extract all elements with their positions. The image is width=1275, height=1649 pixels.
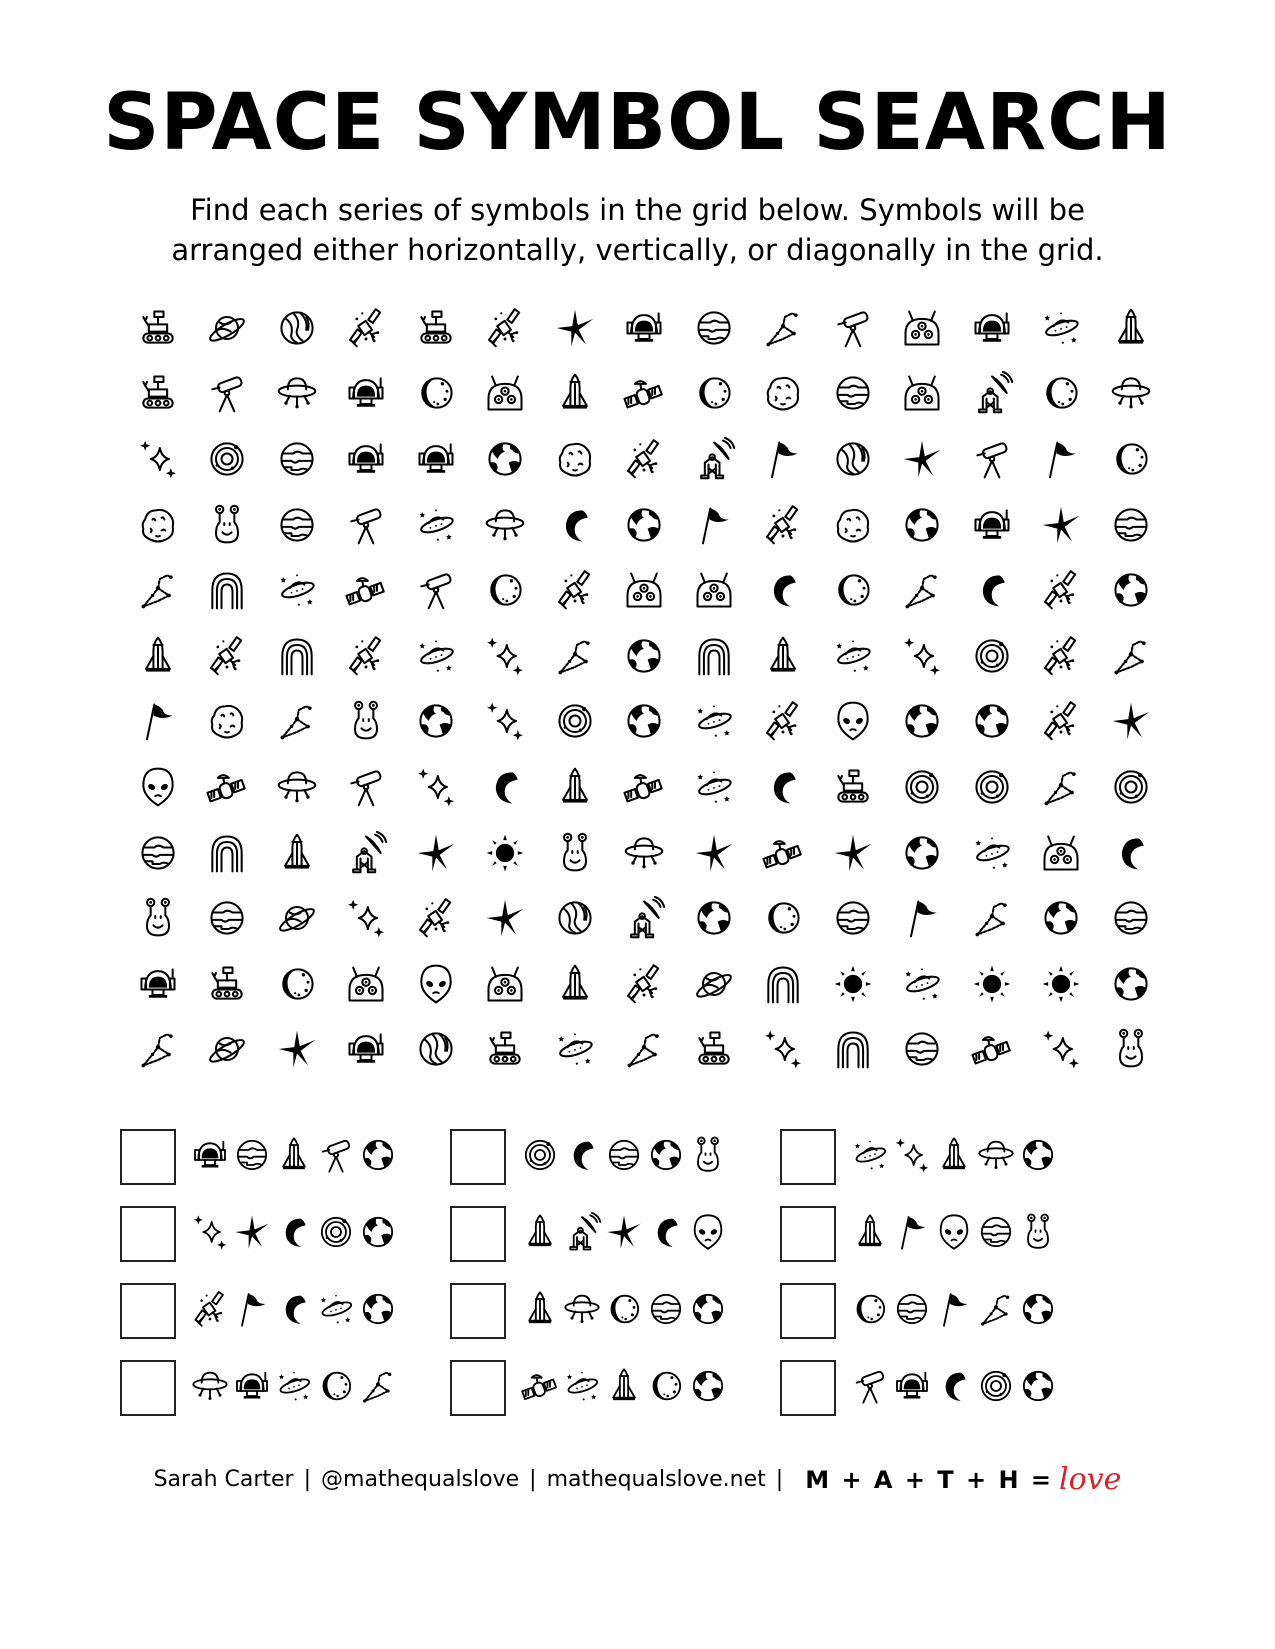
earth-icon[interactable] — [888, 689, 958, 755]
clue-item — [450, 1272, 780, 1349]
instructions — [0, 190, 1275, 270]
orbit-icon — [976, 1366, 1018, 1410]
earth-icon[interactable] — [610, 623, 680, 689]
earth-icon — [358, 1289, 400, 1333]
alien-icon — [934, 1212, 976, 1256]
instructions-line-2: arranged either horizontally, vertically, or diagonally in the grid. — [171, 233, 1104, 267]
crescent-icon — [274, 1289, 316, 1333]
moon-icon[interactable] — [1027, 361, 1097, 427]
rocket-icon — [934, 1135, 976, 1179]
helmet-icon[interactable] — [332, 1017, 402, 1083]
ufo-icon[interactable] — [610, 820, 680, 886]
constellation-icon[interactable] — [262, 689, 332, 755]
constellation-icon[interactable] — [749, 295, 819, 361]
ufo-stars-icon[interactable] — [262, 557, 332, 623]
sparkle-star-icon[interactable] — [888, 426, 958, 492]
ufo-stars-icon[interactable] — [540, 1017, 610, 1083]
earth-icon[interactable] — [679, 885, 749, 951]
jupiter-icon[interactable] — [1096, 492, 1166, 558]
crescent-icon — [274, 1212, 316, 1256]
ufo-stars-icon[interactable] — [1027, 295, 1097, 361]
earth-icon[interactable] — [888, 820, 958, 886]
sat-debris-icon[interactable] — [540, 557, 610, 623]
clue-checkbox[interactable] — [120, 1129, 176, 1185]
helmet-icon — [892, 1366, 934, 1410]
telescope-icon — [316, 1135, 358, 1179]
rainbow-icon[interactable] — [193, 557, 263, 623]
footer-handle: @mathequalslove — [321, 1467, 520, 1492]
sparkle-star-icon[interactable] — [262, 1017, 332, 1083]
clue-item — [120, 1272, 450, 1349]
telescope-icon[interactable] — [332, 754, 402, 820]
clue-item — [780, 1272, 1110, 1349]
satellite-icon[interactable] — [193, 754, 263, 820]
marbled-icon[interactable] — [540, 885, 610, 951]
ufo-icon[interactable] — [471, 492, 541, 558]
clue-symbol-sequence — [190, 1212, 400, 1256]
earth-icon — [688, 1366, 730, 1410]
earth-icon — [1018, 1366, 1060, 1410]
clue-symbol-sequence — [520, 1366, 730, 1410]
satellite-icon[interactable] — [332, 557, 402, 623]
footer-separator: | — [303, 1467, 312, 1492]
jupiter-icon[interactable] — [1096, 885, 1166, 951]
sparkles-icon[interactable] — [888, 623, 958, 689]
clue-checkbox[interactable] — [780, 1360, 836, 1416]
clue-checkbox[interactable] — [450, 1206, 506, 1262]
clue-symbol-sequence — [190, 1135, 400, 1179]
clue-symbol-sequence — [850, 1135, 1060, 1179]
telescope-icon[interactable] — [957, 426, 1027, 492]
earth-icon[interactable] — [610, 492, 680, 558]
clue-checkbox[interactable] — [120, 1283, 176, 1339]
alien-icon[interactable] — [818, 689, 888, 755]
constellation-icon[interactable] — [610, 1017, 680, 1083]
rainbow-icon[interactable] — [749, 951, 819, 1017]
rover-icon[interactable] — [123, 361, 193, 427]
ufo-stars-icon[interactable] — [679, 689, 749, 755]
jupiter-icon[interactable] — [818, 885, 888, 951]
robot-icon[interactable] — [888, 361, 958, 427]
ufo-stars-icon[interactable] — [679, 754, 749, 820]
slug-icon[interactable] — [540, 820, 610, 886]
jupiter-icon[interactable] — [262, 492, 332, 558]
moon-icon[interactable] — [471, 557, 541, 623]
rocket-icon — [604, 1366, 646, 1410]
flag-icon[interactable] — [749, 426, 819, 492]
page-title: SPACE SYMBOL SEARCH — [103, 78, 1172, 168]
clue-symbol-sequence — [850, 1289, 1060, 1333]
rocket-icon — [850, 1212, 892, 1256]
moon-icon[interactable] — [262, 951, 332, 1017]
sun-icon[interactable] — [471, 820, 541, 886]
constellation-icon[interactable] — [540, 623, 610, 689]
clue-checkbox[interactable] — [450, 1283, 506, 1339]
jupiter-icon — [976, 1212, 1018, 1256]
jupiter-icon — [232, 1135, 274, 1179]
jupiter-icon[interactable] — [888, 1017, 958, 1083]
jupiter-icon[interactable] — [818, 361, 888, 427]
moon-icon[interactable] — [749, 885, 819, 951]
constellation-icon[interactable] — [123, 557, 193, 623]
clue-item — [450, 1349, 780, 1426]
marbled-icon[interactable] — [818, 426, 888, 492]
ufo-icon — [976, 1135, 1018, 1179]
sparkle-star-icon[interactable] — [540, 295, 610, 361]
orbit-icon[interactable] — [1096, 754, 1166, 820]
earth-icon[interactable] — [1096, 951, 1166, 1017]
ufo-icon — [190, 1366, 232, 1410]
symbol-grid — [123, 295, 1166, 1082]
slug-icon — [1018, 1212, 1060, 1256]
slug-icon[interactable] — [332, 689, 402, 755]
robot-icon[interactable] — [332, 951, 402, 1017]
sparkle-star-icon[interactable] — [679, 820, 749, 886]
moon-icon — [850, 1289, 892, 1333]
telescope-icon — [850, 1366, 892, 1410]
moon-icon — [604, 1289, 646, 1333]
ufo-icon[interactable] — [262, 361, 332, 427]
rocket-icon[interactable] — [123, 623, 193, 689]
jupiter-icon — [646, 1289, 688, 1333]
crescent-icon — [562, 1135, 604, 1179]
crescent-icon — [934, 1366, 976, 1410]
rocket-icon[interactable] — [540, 361, 610, 427]
telescope-icon[interactable] — [332, 492, 402, 558]
sparkles-icon[interactable] — [471, 623, 541, 689]
moon-icon[interactable] — [818, 557, 888, 623]
sat-debris-icon[interactable] — [610, 951, 680, 1017]
earth-icon[interactable] — [957, 689, 1027, 755]
crescent-icon[interactable] — [471, 754, 541, 820]
jupiter-icon[interactable] — [262, 426, 332, 492]
constellation-icon[interactable] — [123, 1017, 193, 1083]
saturn-icon[interactable] — [193, 1017, 263, 1083]
marbled-icon[interactable] — [401, 1017, 471, 1083]
clue-item — [780, 1118, 1110, 1195]
robot-icon[interactable] — [679, 557, 749, 623]
ufo-stars-icon — [316, 1289, 358, 1333]
asteroid-icon[interactable] — [749, 361, 819, 427]
sparkle-star-icon[interactable] — [1027, 492, 1097, 558]
rocket-icon[interactable] — [540, 754, 610, 820]
ufo-stars-icon[interactable] — [888, 951, 958, 1017]
rainbow-icon[interactable] — [193, 820, 263, 886]
instructions-line-1: Find each series of symbols in the grid below. Symbols will be — [190, 193, 1085, 227]
sat-debris-icon[interactable] — [749, 689, 819, 755]
sat-debris-icon[interactable] — [332, 295, 402, 361]
clue-symbol-sequence — [520, 1212, 730, 1256]
asteroid-icon[interactable] — [818, 492, 888, 558]
clue-checkbox[interactable] — [450, 1129, 506, 1185]
rocket-icon — [520, 1212, 562, 1256]
crescent-icon[interactable] — [749, 754, 819, 820]
clue-checkbox[interactable] — [780, 1206, 836, 1262]
clue-symbol-sequence — [850, 1366, 1060, 1410]
constellation-icon[interactable] — [1096, 623, 1166, 689]
orbit-icon — [520, 1135, 562, 1179]
jupiter-icon[interactable] — [679, 295, 749, 361]
flag-icon — [892, 1212, 934, 1256]
ufo-stars-icon[interactable] — [401, 492, 471, 558]
satellite-icon[interactable] — [749, 820, 819, 886]
sat-debris-icon[interactable] — [471, 295, 541, 361]
asteroid-icon[interactable] — [193, 689, 263, 755]
saturn-icon[interactable] — [193, 295, 263, 361]
satellite-icon[interactable] — [610, 754, 680, 820]
rocket-icon[interactable] — [749, 623, 819, 689]
earth-icon[interactable] — [1027, 885, 1097, 951]
telescope-icon[interactable] — [193, 361, 263, 427]
sat-debris-icon[interactable] — [1027, 557, 1097, 623]
sparkle-star-icon — [604, 1212, 646, 1256]
clue-item — [120, 1349, 450, 1426]
sat-debris-icon[interactable] — [610, 426, 680, 492]
ufo-stars-icon — [274, 1366, 316, 1410]
earth-icon — [358, 1135, 400, 1179]
helmet-icon[interactable] — [401, 426, 471, 492]
robot-icon[interactable] — [888, 295, 958, 361]
flag-icon[interactable] — [123, 689, 193, 755]
sat-debris-icon[interactable] — [332, 623, 402, 689]
earth-icon — [688, 1289, 730, 1333]
flag-icon — [934, 1289, 976, 1333]
jupiter-icon — [604, 1135, 646, 1179]
clue-item — [120, 1118, 450, 1195]
sat-debris-icon[interactable] — [1027, 623, 1097, 689]
radar-icon[interactable] — [332, 820, 402, 886]
asteroid-icon[interactable] — [540, 426, 610, 492]
sparkle-star-icon[interactable] — [818, 820, 888, 886]
moon-icon[interactable] — [1096, 426, 1166, 492]
crescent-icon[interactable] — [749, 557, 819, 623]
sat-debris-icon[interactable] — [1027, 689, 1097, 755]
jupiter-icon — [892, 1289, 934, 1333]
radar-icon[interactable] — [957, 361, 1027, 427]
robot-icon[interactable] — [471, 951, 541, 1017]
sparkle-star-icon[interactable] — [1096, 689, 1166, 755]
earth-icon[interactable] — [471, 426, 541, 492]
earth-icon[interactable] — [1096, 557, 1166, 623]
slug-icon — [688, 1135, 730, 1179]
footer-author: Sarah Carter — [153, 1467, 294, 1492]
flag-icon[interactable] — [679, 492, 749, 558]
earth-icon[interactable] — [610, 689, 680, 755]
sat-debris-icon[interactable] — [749, 492, 819, 558]
sparkles-icon[interactable] — [1027, 1017, 1097, 1083]
slug-icon[interactable] — [1096, 1017, 1166, 1083]
sparkle-star-icon — [232, 1212, 274, 1256]
rainbow-icon[interactable] — [679, 623, 749, 689]
sat-debris-icon[interactable] — [193, 623, 263, 689]
slug-icon[interactable] — [123, 885, 193, 951]
clue-checkbox[interactable] — [780, 1129, 836, 1185]
clue-checkbox[interactable] — [450, 1360, 506, 1416]
flag-icon[interactable] — [1027, 426, 1097, 492]
ufo-icon — [562, 1289, 604, 1333]
crescent-icon — [646, 1212, 688, 1256]
orbit-icon — [316, 1212, 358, 1256]
flag-icon[interactable] — [888, 885, 958, 951]
moon-icon[interactable] — [401, 361, 471, 427]
footer — [0, 1462, 1275, 1497]
earth-icon — [646, 1135, 688, 1179]
footer-separator: | — [529, 1467, 537, 1492]
alien-icon[interactable] — [401, 951, 471, 1017]
crescent-icon[interactable] — [540, 492, 610, 558]
saturn-icon[interactable] — [262, 885, 332, 951]
orbit-icon[interactable] — [957, 754, 1027, 820]
clue-checkbox[interactable] — [120, 1206, 176, 1262]
telescope-icon[interactable] — [401, 557, 471, 623]
rocket-icon — [274, 1135, 316, 1179]
moon-icon — [316, 1366, 358, 1410]
telescope-icon[interactable] — [818, 295, 888, 361]
ufo-stars-icon — [562, 1366, 604, 1410]
earth-icon — [358, 1212, 400, 1256]
jupiter-icon[interactable] — [123, 820, 193, 886]
sparkles-icon[interactable] — [332, 885, 402, 951]
sparkles-icon[interactable] — [401, 754, 471, 820]
footer-site: mathequalslove.net — [546, 1467, 766, 1492]
rover-icon[interactable] — [401, 295, 471, 361]
helmet-icon[interactable] — [332, 426, 402, 492]
orbit-icon[interactable] — [540, 689, 610, 755]
alien-icon — [688, 1212, 730, 1256]
sparkles-icon[interactable] — [749, 1017, 819, 1083]
moon-icon — [646, 1366, 688, 1410]
robot-icon[interactable] — [471, 361, 541, 427]
marbled-icon[interactable] — [262, 295, 332, 361]
sparkles-icon[interactable] — [471, 689, 541, 755]
ufo-stars-icon[interactable] — [401, 623, 471, 689]
helmet-icon[interactable] — [957, 492, 1027, 558]
crescent-icon[interactable] — [957, 557, 1027, 623]
rainbow-icon[interactable] — [262, 623, 332, 689]
satellite-icon — [520, 1366, 562, 1410]
clue-item — [780, 1195, 1110, 1272]
clue-symbol-sequence — [190, 1289, 400, 1333]
footer-separator: | — [775, 1467, 784, 1492]
jupiter-icon[interactable] — [193, 885, 263, 951]
ufo-icon[interactable] — [262, 754, 332, 820]
ufo-stars-icon[interactable] — [818, 623, 888, 689]
constellation-icon — [976, 1289, 1018, 1333]
sparkles-icon — [892, 1135, 934, 1179]
clue-symbol-sequence — [520, 1135, 730, 1179]
orbit-icon[interactable] — [193, 426, 263, 492]
robot-icon[interactable] — [1027, 820, 1097, 886]
rainbow-icon[interactable] — [818, 1017, 888, 1083]
constellation-icon[interactable] — [1027, 754, 1097, 820]
clue-item — [450, 1195, 780, 1272]
rocket-icon[interactable] — [1096, 295, 1166, 361]
sparkle-star-icon[interactable] — [401, 820, 471, 886]
saturn-icon[interactable] — [679, 951, 749, 1017]
helmet-icon[interactable] — [332, 361, 402, 427]
earth-icon — [1018, 1135, 1060, 1179]
sat-debris-icon — [190, 1289, 232, 1333]
rocket-icon[interactable] — [540, 951, 610, 1017]
clue-item — [120, 1195, 450, 1272]
radar-icon[interactable] — [610, 885, 680, 951]
clue-item — [780, 1349, 1110, 1426]
sparkles-icon — [190, 1212, 232, 1256]
sparkles-icon[interactable] — [123, 426, 193, 492]
robot-icon[interactable] — [610, 557, 680, 623]
rover-icon[interactable] — [123, 295, 193, 361]
sun-icon[interactable] — [957, 951, 1027, 1017]
earth-icon — [1018, 1289, 1060, 1333]
helmet-icon[interactable] — [957, 295, 1027, 361]
rover-icon[interactable] — [679, 1017, 749, 1083]
satellite-icon[interactable] — [957, 1017, 1027, 1083]
rover-icon[interactable] — [193, 951, 263, 1017]
sat-debris-icon[interactable] — [401, 885, 471, 951]
constellation-icon[interactable] — [957, 885, 1027, 951]
earth-icon[interactable] — [888, 492, 958, 558]
asteroid-icon[interactable] — [123, 492, 193, 558]
helmet-icon — [232, 1366, 274, 1410]
radar-icon — [562, 1212, 604, 1256]
earth-icon[interactable] — [401, 689, 471, 755]
helmet-icon[interactable] — [123, 951, 193, 1017]
ufo-stars-icon — [850, 1135, 892, 1179]
constellation-icon — [358, 1366, 400, 1410]
clue-checkbox[interactable] — [780, 1283, 836, 1339]
sun-icon[interactable] — [1027, 951, 1097, 1017]
ufo-icon[interactable] — [1096, 361, 1166, 427]
rover-icon[interactable] — [818, 754, 888, 820]
helmet-icon — [190, 1135, 232, 1179]
clue-symbol-sequence — [850, 1212, 1060, 1256]
clue-symbol-sequence — [190, 1366, 400, 1410]
clue-list — [120, 1118, 1110, 1426]
rover-icon[interactable] — [471, 1017, 541, 1083]
sun-icon[interactable] — [818, 951, 888, 1017]
clue-symbol-sequence — [520, 1289, 730, 1333]
brand-love: love — [1059, 1462, 1122, 1497]
radar-icon[interactable] — [679, 426, 749, 492]
orbit-icon[interactable] — [888, 754, 958, 820]
rocket-icon — [520, 1289, 562, 1333]
brand-logo: M + A + T + H = — [805, 1465, 1054, 1494]
slug-icon[interactable] — [193, 492, 263, 558]
alien-icon[interactable] — [123, 754, 193, 820]
crescent-icon[interactable] — [1096, 820, 1166, 886]
helmet-icon[interactable] — [610, 295, 680, 361]
flag-icon — [232, 1289, 274, 1333]
rocket-icon[interactable] — [262, 820, 332, 886]
clue-checkbox[interactable] — [120, 1360, 176, 1416]
satellite-icon[interactable] — [610, 361, 680, 427]
moon-icon[interactable] — [679, 361, 749, 427]
sparkle-star-icon[interactable] — [471, 885, 541, 951]
orbit-icon[interactable] — [957, 623, 1027, 689]
constellation-icon[interactable] — [888, 557, 958, 623]
ufo-stars-icon[interactable] — [957, 820, 1027, 886]
clue-item — [450, 1118, 780, 1195]
